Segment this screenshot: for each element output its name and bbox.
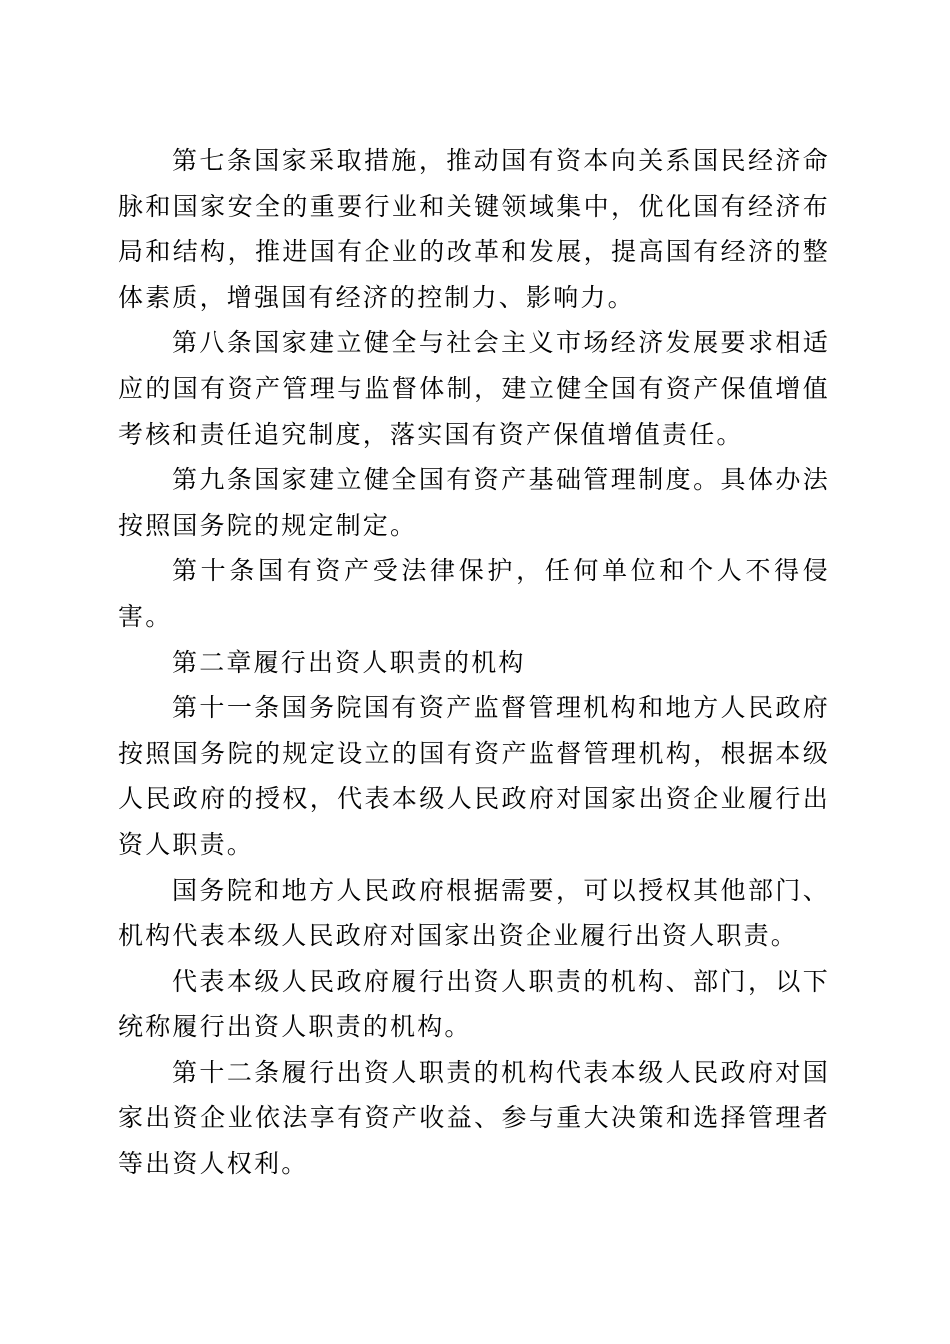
article-11-clause-3-paragraph: 代表本级人民政府履行出资人职责的机构、部门，以下统称履行出资人职责的机构。: [118, 966, 830, 1042]
article-11-paragraph: 第十一条国务院国有资产监督管理机构和地方人民政府按照国务院的规定设立的国有资产监督管理机构，根据本级人民政府的授权，代表本级人民政府对国家出资企业履行出资人职责。: [118, 693, 830, 859]
document-page: [118, 138, 830, 1187]
chapter-2-heading: 第二章履行出资人职责的机构: [172, 647, 526, 677]
article-9-paragraph: 第九条国家建立健全国有资产基础管理制度。具体办法按照国务院的规定制定。: [118, 465, 830, 540]
article-12-paragraph: 第十二条履行出资人职责的机构代表本级人民政府对国家出资企业依法享有资产收益、参与重大决策和选择管理者等出资人权利。: [118, 1057, 830, 1179]
article-7-paragraph: 第七条国家采取措施，推动国有资本向关系国民经济命脉和国家安全的重要行业和关键领域集中，优化国有经济布局和结构，推进国有企业的改革和发展，提高国有经济的整体素质，增强国有经济的控制力、影响力。: [118, 146, 830, 312]
article-11-clause-2-paragraph: 国务院和地方人民政府根据需要，可以授权其他部门、机构代表本级人民政府对国家出资企业履行出资人职责。: [118, 875, 830, 951]
article-8-paragraph: 第八条国家建立健全与社会主义市场经济发展要求相适应的国有资产管理与监督体制，建立健全国有资产保值增值考核和责任追究制度，落实国有资产保值增值责任。: [118, 328, 830, 449]
article-10-paragraph: 第十条国有资产受法律保护，任何单位和个人不得侵害。: [118, 556, 830, 631]
